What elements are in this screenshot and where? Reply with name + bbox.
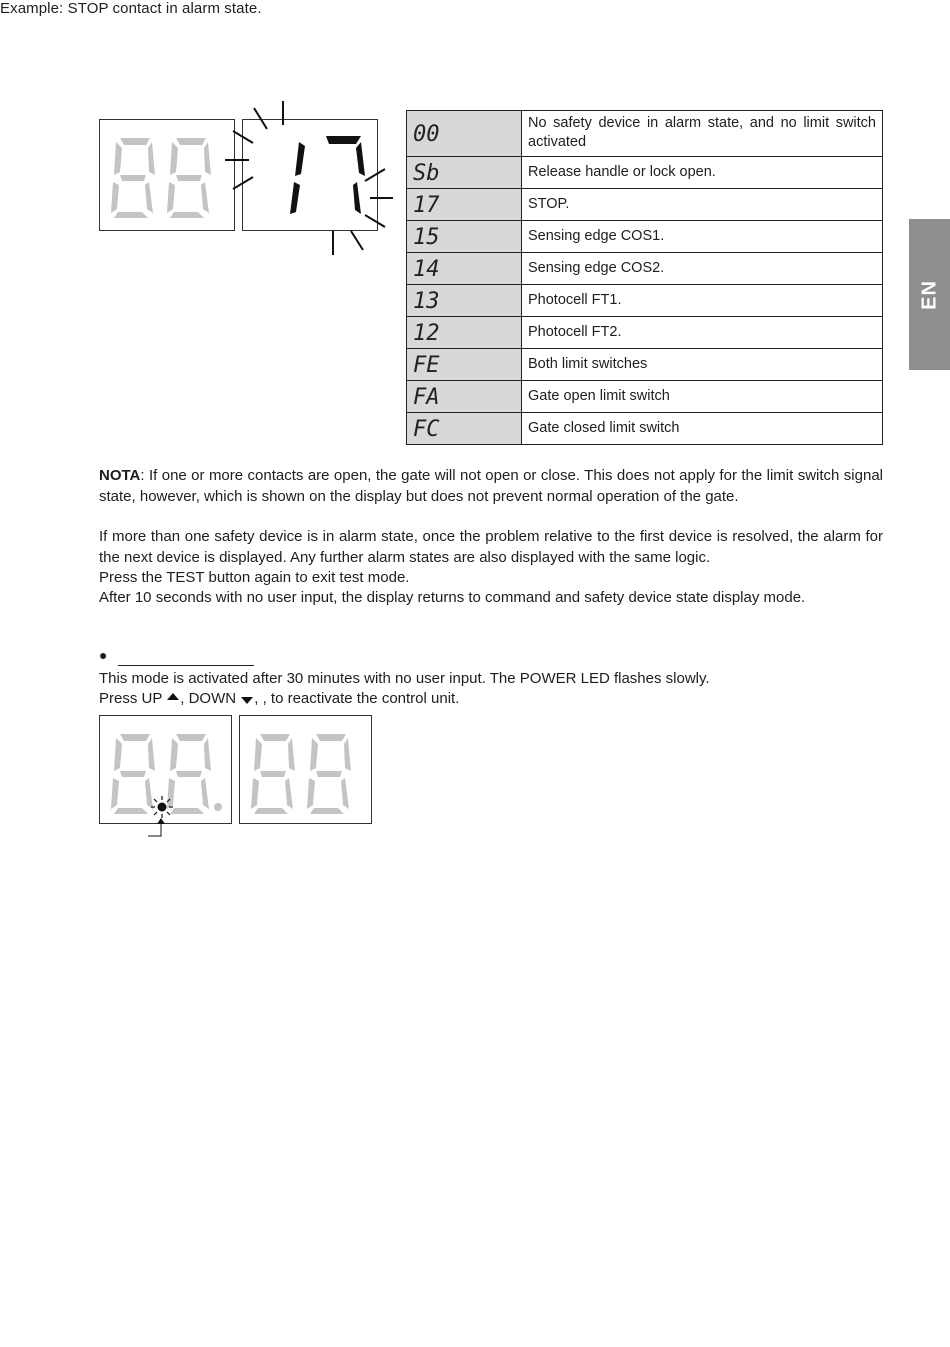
code-14-glyph (413, 256, 453, 282)
table-row (407, 189, 883, 221)
power-led-pointer (145, 812, 175, 842)
code-12-glyph (413, 320, 453, 346)
svg-text:14: 14 (413, 256, 440, 282)
code-description: Gate open limit switch (522, 381, 883, 413)
sleep-instruction (99, 689, 459, 710)
code-cell (407, 253, 522, 285)
note-label: NOTA (99, 467, 141, 484)
sleep-display-right (239, 715, 372, 824)
down-arrow-icon (241, 697, 253, 704)
seven-segment-88-off-2 (240, 716, 371, 823)
code-description: Both limit switches (522, 349, 883, 381)
code-description: Photocell FT2. (522, 317, 883, 349)
code-description: Release handle or lock open. (522, 157, 883, 189)
table-row (407, 381, 883, 413)
alarm-code-table (406, 110, 883, 445)
paragraph-multiple-alarms: If more than one safety device is in alarm state, once the problem relative to the first device is resolved, the alarm for the next device is displayed. Any further alarm states are also displayed with the same logic. (99, 528, 883, 566)
code-fa-glyph (413, 384, 453, 410)
code-cell (407, 349, 522, 381)
svg-text:12: 12 (413, 320, 440, 346)
svg-text:FC: FC (413, 416, 440, 442)
language-tab (909, 219, 950, 370)
bullet-icon: ● (99, 647, 108, 663)
instruction-part: Press UP (99, 690, 167, 707)
flash-rays (225, 95, 405, 265)
table-row (407, 111, 883, 157)
language-tab-label: EN (918, 279, 940, 310)
svg-text:17: 17 (413, 192, 440, 218)
code-cell (407, 221, 522, 253)
instruction-part: , , to reactivate the control unit. (254, 690, 460, 707)
code-cell (407, 317, 522, 349)
sleep-description: This mode is activated after 30 minutes with no user input. The POWER LED flashes slowly. (99, 670, 710, 687)
table-row (407, 221, 883, 253)
svg-text:Sb: Sb (413, 160, 440, 186)
note-text: : If one or more contacts are open, the gate will not open or close. This does not apply for the limit switch signal state, however, which is shown on the display but does not prevent normal operation of the gate. (99, 467, 883, 505)
table-row (407, 413, 883, 445)
table-row (407, 349, 883, 381)
code-00-glyph (413, 121, 453, 147)
code-description: No safety device in alarm state, and no limit switch activated (522, 111, 883, 157)
code-description: Sensing edge COS1. (522, 221, 883, 253)
code-fe-glyph (413, 352, 453, 378)
table-row (407, 317, 883, 349)
seven-segment-88-off-with-dots (100, 716, 231, 823)
svg-text:00: 00 (413, 121, 440, 147)
sleep-display-left (99, 715, 232, 824)
code-cell (407, 413, 522, 445)
svg-text:15: 15 (413, 224, 440, 250)
code-15-glyph (413, 224, 453, 250)
svg-text:FE: FE (413, 352, 440, 378)
code-cell (407, 111, 522, 157)
code-description: Gate closed limit switch (522, 413, 883, 445)
code-cell (407, 157, 522, 189)
code-cell (407, 381, 522, 413)
code-description: Photocell FT1. (522, 285, 883, 317)
instruction-part: , DOWN (180, 690, 241, 707)
svg-text:13: 13 (413, 288, 440, 314)
example-display-left (99, 119, 235, 231)
code-description: STOP. (522, 189, 883, 221)
code-cell (407, 189, 522, 221)
code-sb-glyph (413, 160, 453, 186)
code-description: Sensing edge COS2. (522, 253, 883, 285)
code-17-glyph (413, 192, 453, 218)
section-heading-underline (118, 665, 254, 666)
code-13-glyph (413, 288, 453, 314)
code-fc-glyph (413, 416, 453, 442)
note-paragraph (99, 466, 883, 507)
code-cell (407, 285, 522, 317)
intro-text: Example: STOP contact in alarm state. (0, 0, 262, 17)
table-row (407, 157, 883, 189)
table-row (407, 285, 883, 317)
paragraph-timeout: After 10 seconds with no user input, the display returns to command and safety device state display mode. (99, 589, 806, 606)
table-row (407, 253, 883, 285)
seven-segment-88-off (100, 120, 234, 230)
paragraph-exit-test: Press the TEST button again to exit test mode. (99, 569, 410, 586)
svg-text:FA: FA (413, 384, 440, 410)
up-arrow-icon (167, 693, 179, 700)
